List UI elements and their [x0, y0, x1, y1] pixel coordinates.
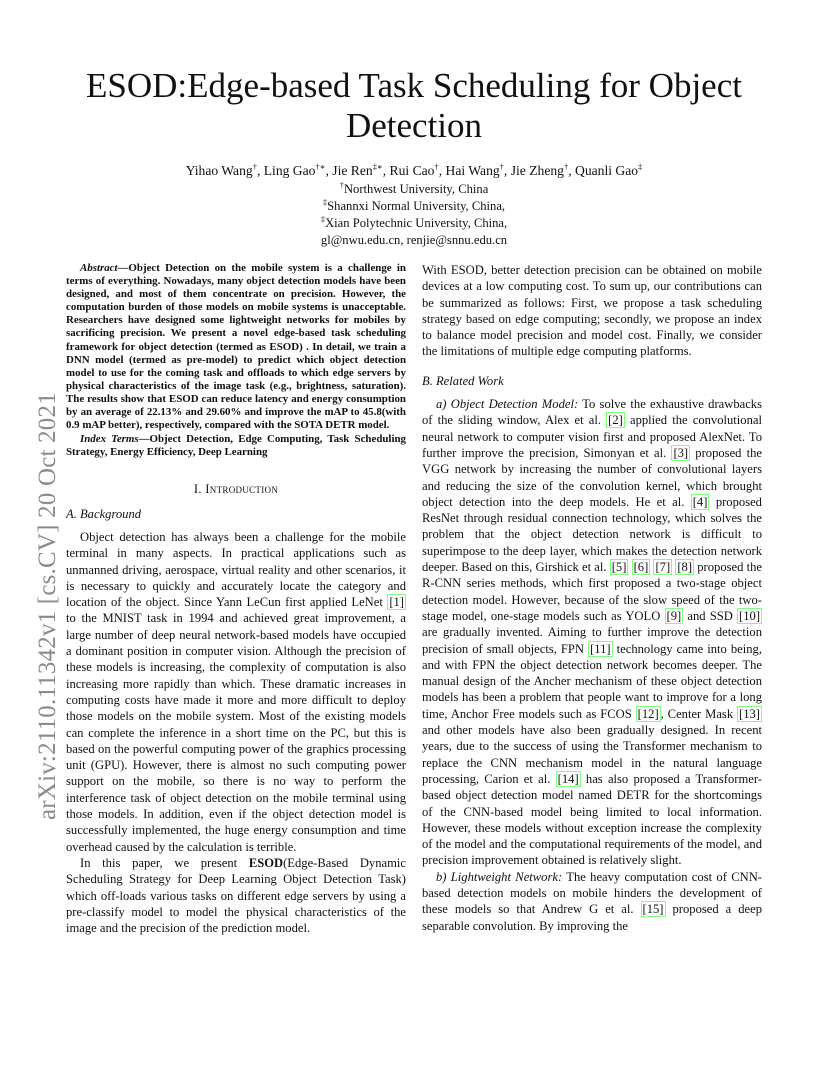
paragraph-object-detection-text: To solve the exhaustive drawbacks of the sliding window, Alex et al. [2] applied the convolutional neural network to computer vision first and proposed AlexNet. To further improve the precision, Simonyan et al. [3] proposed the VGG network by increasing the number of convolutional layers and reducing the size of the convolution kernel, which brought object detection into the deep models. He et al. [4] proposed ResNet through residual connection technology, which solves the problem that the object detection network is difficult to superimpose to the deep layer, which makes the detection network deeper. Based on this, Girshick et al. [5] [6] [7] [8] proposed the R-CNN series methods, which first proposed a two-stage object detection model. However, because of the slow speed of the two-stage model, one-stage models such as YOLO [9] and SSD [10] are gradually invented. Aiming to further improve the detection precision of small objects, FPN [11] technology came into being, and with FPN the object detection network becomes deeper. The manual design of the Ancher mechanism of these object detection models has been a problem that people want to improve for a long time, Anchor Free models such as FCOS [12] , Center Mask [13] and other models have also been gradually designed. In recent years, due to the success of using the Transformer mechanism to replace the CNN mechanism model in the natural language processing, Carion et al. [14] has also proposed a Transformer-based object detection model named DETR for the shortcomings of the CNN-based model being limited to local information. However, these models without exception increase the complexity of the model and the computational requirements of the model, and precision improvement obtained is relatively slight. — [422, 397, 762, 868]
arxiv-identifier: arXiv:2110.11342v1 [cs.CV] 20 Oct 2021 — [34, 392, 61, 820]
paragraph-lightweight-text: The heavy computation cost of CNN-based detection models on mobile hinders the development of these models so that Andrew G et al. [15] proposed a deep separable convolution. By improving the — [422, 869, 762, 933]
paragraph-contributions: With ESOD, better detection precision can be obtained on mobile devices at a low computing cost. To sum up, our contributions can be summarized as follows: First, we propose a task scheduling strategy based on edge computing; secondly, we propose an index to balance model precision and model cost. Finally, we consider the limitations of multiple edge computing platforms. — [422, 263, 762, 359]
index-terms-text: —Object Detection, Edge Computing, Task Scheduling Strategy, Energy Efficiency, Deep Learning — [66, 433, 406, 459]
paragraph-lightweight-network — [422, 869, 762, 934]
affiliation-1: †Northwest University, China — [339, 179, 489, 196]
affiliation-3: ‡Xian Polytechnic University, China, — [320, 213, 508, 230]
subsection-background: A. Background — [66, 506, 142, 521]
contact-emails: gl@nwu.edu.cn, renjie@snnu.edu.cn — [320, 233, 508, 247]
section-heading-introduction — [66, 481, 406, 497]
paragraph-heading-object-detection: a) Object Detection Model: — [436, 397, 579, 412]
affiliation-2: ‡Shannxi Normal University, China, — [322, 196, 506, 213]
paragraph-background-1: Object detection has always been a challenge for the mobile terminal in many aspects. In practical applications such as unmanned driving, aerospace, virtual reality and other scenarios, it is necessary to quickly and accurately locate the category and location of the object. Since Yann LeCun first applied LeNet [1] to the MNIST task in 1994 and achieved great improvement, a large number of deep neural network-based models have occupied a dominant position in computer vision. Although the precision of these models is increasing, the complexity of computation is also increasing more rapidly than which. These dramatic increases in computing costs have made it more and more difficult to deploy those models on the mobile system. Most of the existing models can complete the inference in a short time on the PC, but this is based on the powerful computing power of the graphics processing unit (GPU). However, there is almost no such computing power support on the mobile, so there is no way to perform the interference task of object detection on the mobile terminal using those models. In addition, even if the object detection model is successfully implemented, the huge energy consumption and time overhead caused by the calculation is terrible. — [66, 530, 406, 854]
section-title: Introduction — [205, 482, 279, 497]
index-terms-lead: Index Terms — [80, 433, 139, 446]
abstract — [66, 262, 406, 432]
abstract-text: —Object Detection on the mobile system is a challenge in terms of everything. Nowadays, many object detection models have been designed, and most of them concentrate on precision. However, the computation burden of those models on mobile systems is unacceptable. Researchers have designed some lightweight networks for mobiles by sacrificing precision. We present a novel edge-based task scheduling framework for object detection (termed as ESOD) . In detail, we train a DNN model (termed as pre-model) to predict which object detection model to use for the coming task and offloads to which edge servers by physical characteristics of the image task (e.g., brightness, saturation). The results show that ESOD can reduce latency and energy consumption by an average of 22.13% and 29.60% and improve the mAP to 45.8(with 0.9 mAP better), respectively, compared with the SOTA DETR model. — [66, 262, 406, 432]
paper-title: ESOD:Edge-based Task Scheduling for Object Detection — [86, 66, 742, 145]
section-number: I. — [193, 482, 202, 497]
author-block — [80, 162, 748, 249]
paragraph-heading-lightweight: b) Lightweight Network: — [436, 869, 563, 884]
abstract-lead: Abstract — [80, 262, 118, 274]
left-column — [66, 262, 406, 936]
right-column — [422, 262, 762, 934]
index-terms — [66, 433, 406, 459]
paragraph-background-2: In this paper, we present ESOD(Edge-Based Dynamic Scheduling Strategy for Deep Learning Object Detection Task) which off-loads various tasks on different edge servers by using a pre-classify model to model the physical characteristics of the image and the precision of the prediction model. — [66, 855, 407, 936]
paragraph-object-detection-model — [422, 396, 762, 869]
author-list: Yihao Wang†, Ling Gao†∗, Jie Ren‡∗, Rui Cao†, Hai Wang†, Jie Zheng†, Quanli Gao‡ — [185, 161, 643, 178]
subsection-related-work: B. Related Work — [422, 373, 504, 388]
